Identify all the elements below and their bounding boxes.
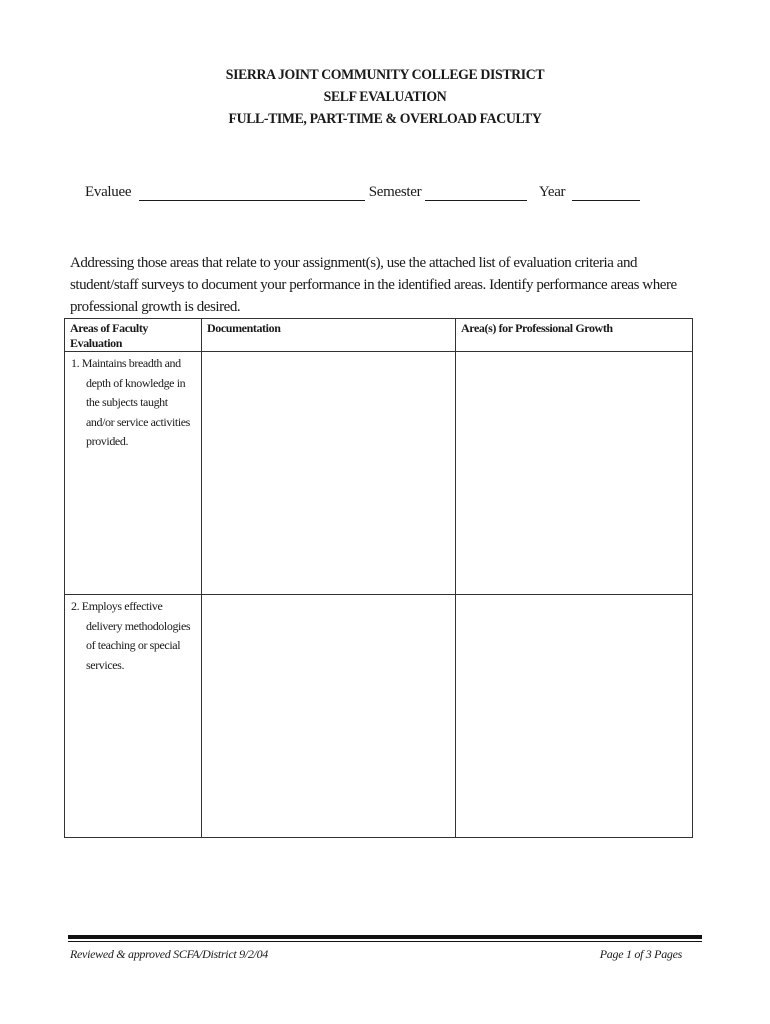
semester-field[interactable]: [425, 182, 527, 201]
evaluee-field[interactable]: [139, 182, 365, 201]
evaluation-table: [64, 318, 693, 838]
criterion-cell: [65, 595, 202, 838]
header-professional-growth: Area(s) for Professional Growth: [456, 319, 693, 352]
criterion-text: 1. Maintains breadth and depth of knowledge in the subjects taught and/or service activities provided.: [71, 356, 190, 448]
title-form-name: SELF EVALUATION: [323, 89, 447, 105]
criterion-cell: [65, 352, 202, 595]
documentation-cell[interactable]: [202, 595, 456, 838]
instructions-paragraph: Addressing those areas that relate to your assignment(s), use the attached list of evaluation criteria and student/staff surveys to document your performance in the identified areas. Identify performance areas where professional growth is desired.: [70, 255, 677, 315]
criterion-text: 2. Employs effective delivery methodologies of teaching or special services.: [71, 599, 191, 672]
footer-page-number: Page 1 of 3 Pages: [599, 947, 682, 961]
documentation-cell[interactable]: [202, 352, 456, 595]
title-district: SIERRA JOINT COMMUNITY COLLEGE DISTRICT: [225, 67, 545, 83]
year-label: Year: [538, 184, 566, 200]
footer-divider-thick: [68, 935, 702, 939]
evaluee-label: Evaluee: [85, 184, 132, 200]
footer-approval-note: Reviewed & approved SCFA/District 9/2/04: [70, 947, 268, 961]
table-row: [65, 595, 693, 838]
semester-label: Semester: [368, 184, 422, 200]
evaluee-fields-row: [85, 182, 640, 204]
growth-cell[interactable]: [456, 595, 693, 838]
header-areas-of-evaluation: Areas of Faculty Evaluation: [65, 319, 202, 352]
header-documentation: Documentation: [202, 319, 456, 352]
growth-cell[interactable]: [456, 352, 693, 595]
year-field[interactable]: [572, 182, 640, 201]
title-faculty-type: FULL-TIME, PART-TIME & OVERLOAD FACULTY: [228, 111, 542, 127]
table-header-row: [65, 319, 693, 352]
document-title: [0, 64, 770, 130]
table-row: [65, 352, 693, 595]
footer-divider-thin: [68, 941, 702, 942]
